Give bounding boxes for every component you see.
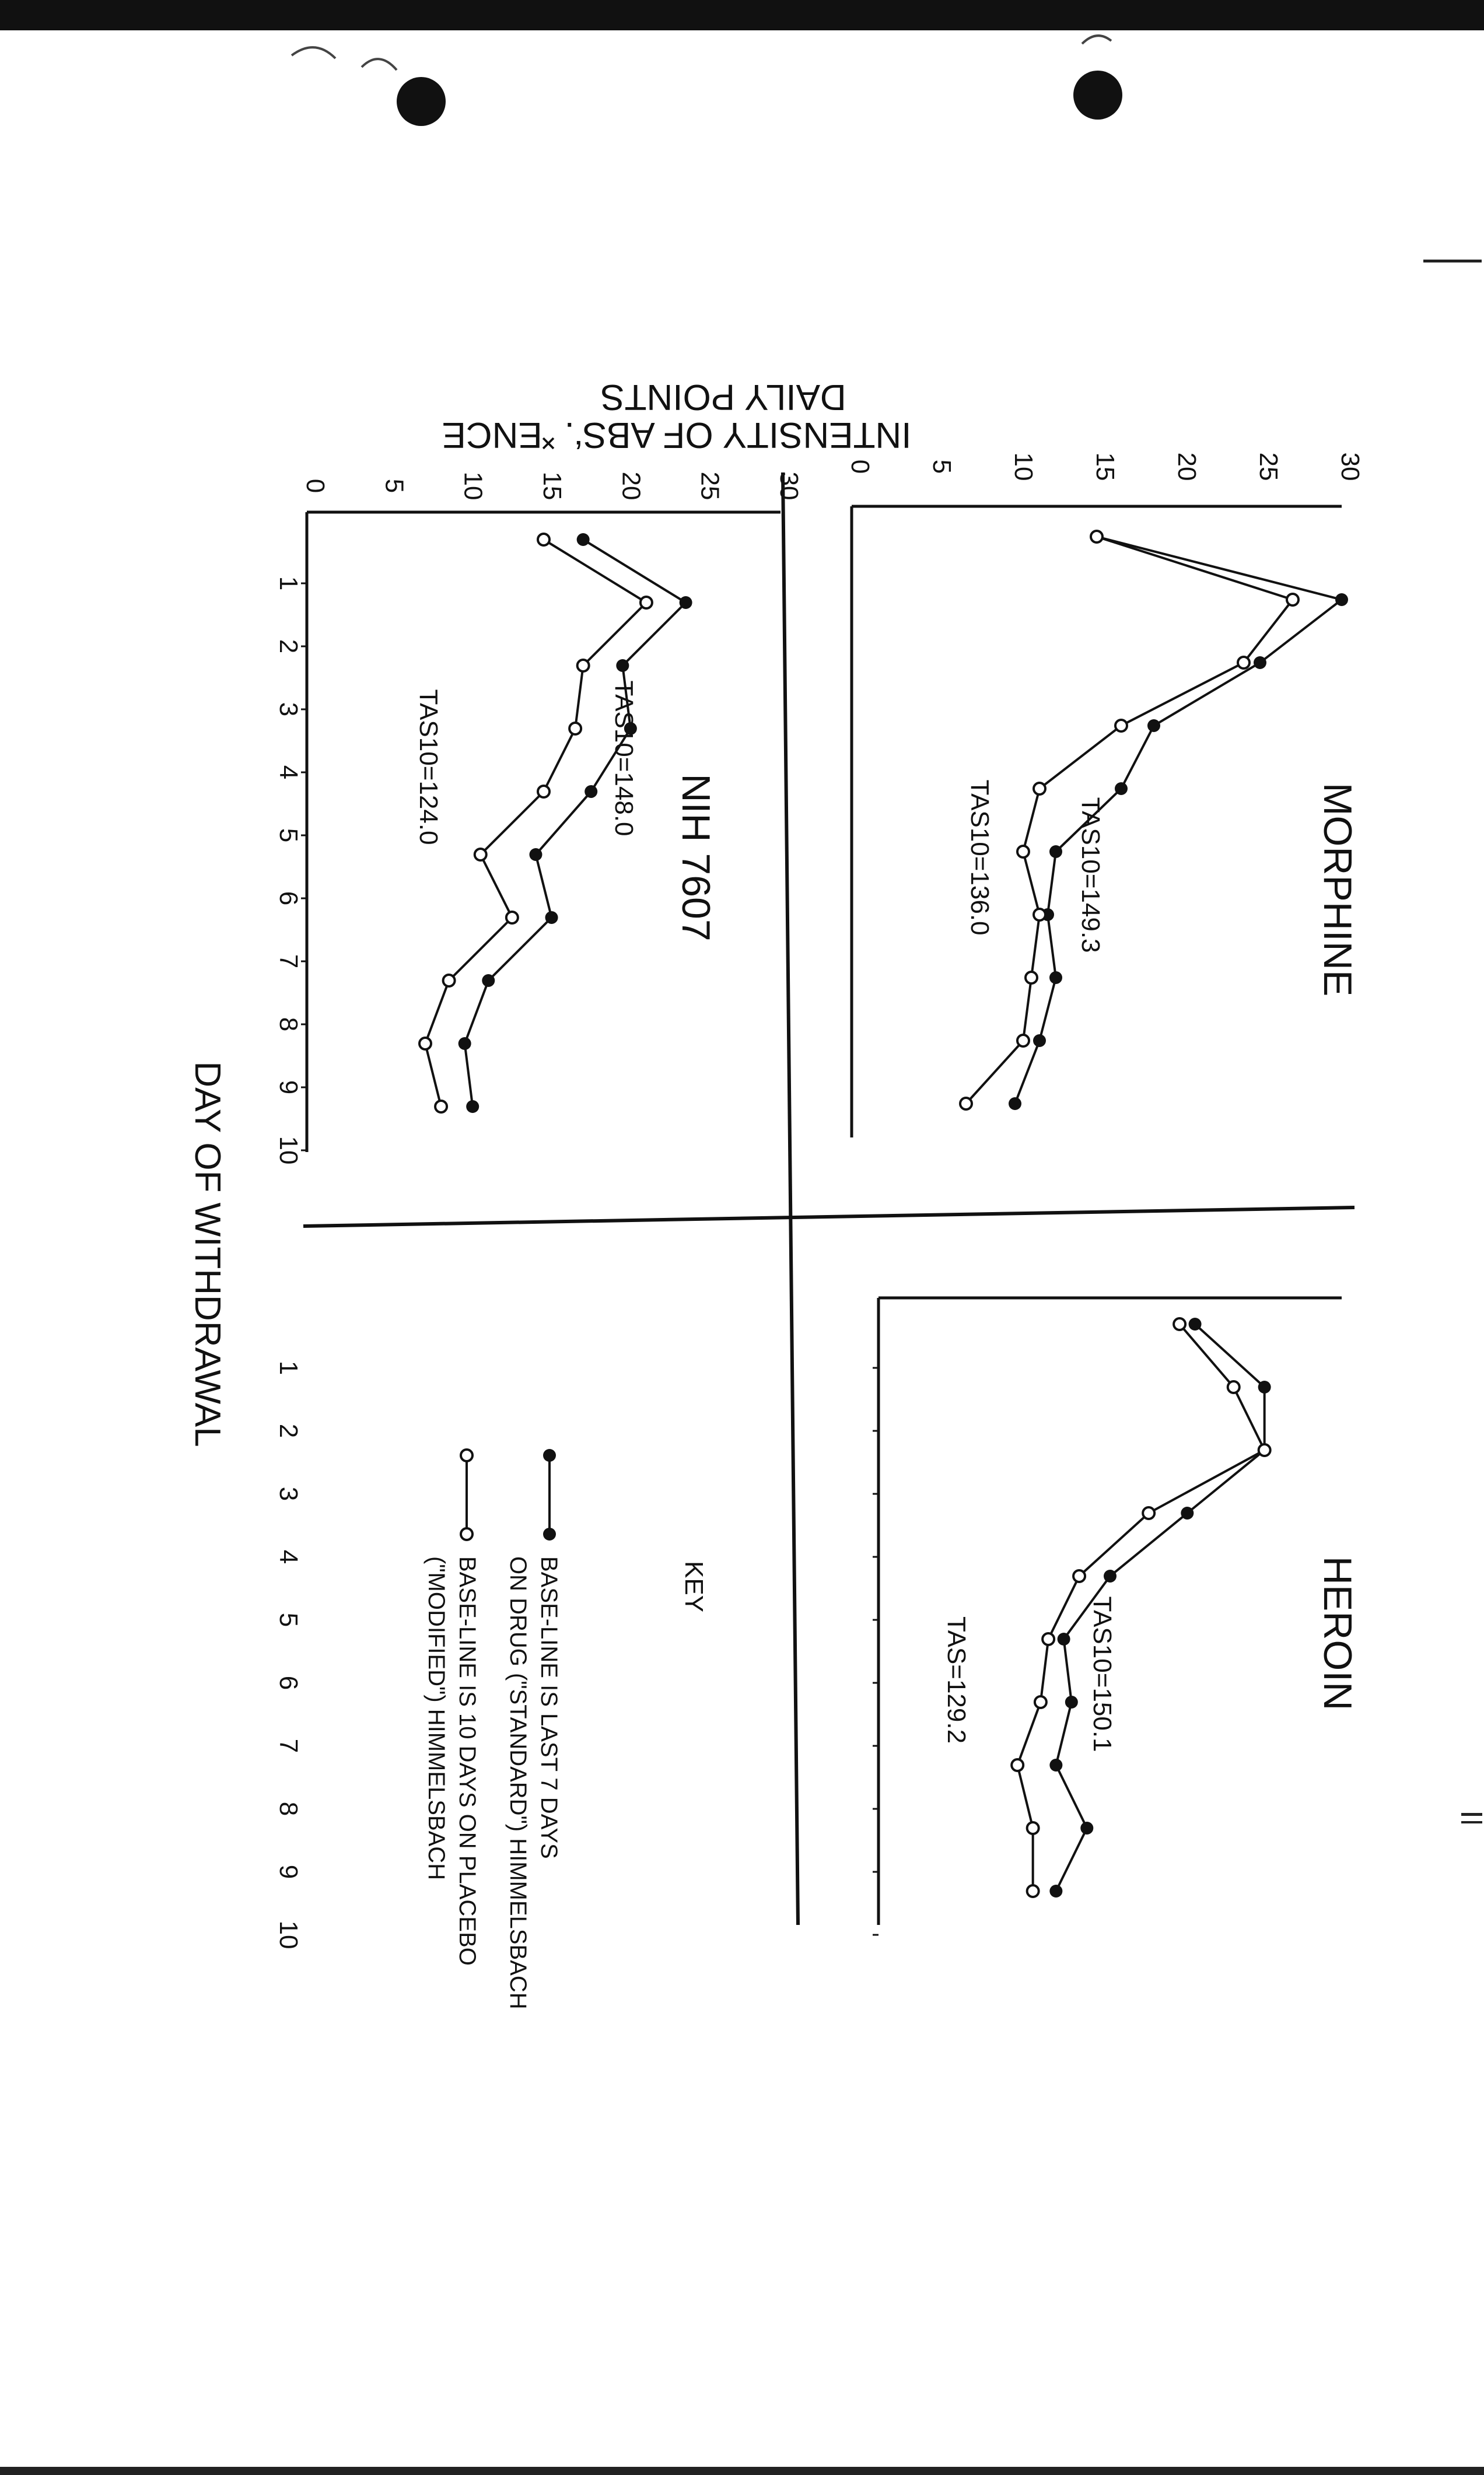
day-tick-label: 7 xyxy=(274,954,303,969)
series-line-filled xyxy=(1015,537,1342,1104)
day-tick-label: 1 xyxy=(274,1360,303,1375)
data-point-open xyxy=(1026,972,1037,983)
series-line-filled xyxy=(465,540,686,1107)
data-point-open xyxy=(1091,531,1102,542)
data-point-open xyxy=(1228,1381,1240,1393)
value-tick-label: 10 xyxy=(459,471,488,500)
key-item-filled xyxy=(505,1449,562,2010)
data-point-filled xyxy=(1049,845,1062,858)
data-point-filled xyxy=(1009,1097,1021,1110)
annotation-morphine-filled: TAS10=149.3 xyxy=(1076,797,1105,953)
data-point-filled xyxy=(616,659,629,672)
data-point-filled xyxy=(466,1100,479,1113)
curl-mark xyxy=(362,59,397,70)
data-point-open xyxy=(960,1098,972,1109)
data-point-filled xyxy=(1104,1570,1116,1583)
annotation-morphine-open: TAS10=136.0 xyxy=(965,779,994,936)
chart-title-line2: DAILY POINTS xyxy=(600,377,846,417)
day-tick-label: 3 xyxy=(274,702,303,717)
key-marker-filled xyxy=(543,1449,556,1462)
value-tick-label: 20 xyxy=(617,471,646,500)
annotation-nih-filled: TAS10=148.0 xyxy=(610,680,638,836)
value-tick-label: 0 xyxy=(301,478,330,493)
data-point-filled xyxy=(1335,593,1348,606)
data-point-filled xyxy=(1058,1633,1070,1646)
value-tick-label: 5 xyxy=(928,459,956,474)
day-tick-label: 9 xyxy=(274,1080,303,1095)
chart-title-line1: INTENSITY OF ABSʻ. ˟ENCE xyxy=(442,415,912,455)
data-point-filled xyxy=(1033,1034,1046,1047)
data-point-open xyxy=(1287,594,1298,605)
value-tick-label: 10 xyxy=(1009,452,1038,481)
data-point-open xyxy=(475,849,487,860)
annotation-nih-open: TAS10=124.0 xyxy=(414,689,443,845)
data-point-open xyxy=(1035,1696,1046,1708)
curl-mark xyxy=(1082,36,1111,44)
scan-bottom-border xyxy=(0,2467,1484,2475)
vertical-divider xyxy=(783,472,798,1925)
data-point-open xyxy=(1259,1444,1270,1456)
day-tick-label: 2 xyxy=(274,1423,303,1438)
value-tick-label: 25 xyxy=(695,471,724,500)
day-tick-label: 10 xyxy=(274,1920,303,1949)
key-item-open xyxy=(424,1450,480,1966)
key-title: KEY xyxy=(680,1560,708,1613)
data-point-filled xyxy=(577,533,590,546)
data-point-filled xyxy=(1065,1696,1078,1709)
data-point-open xyxy=(443,975,455,986)
data-point-filled xyxy=(529,848,542,861)
key-item2-line1: BASE-LINE IS 10 DAYS ON PLACEBO xyxy=(454,1556,480,1966)
value-tick-label: 15 xyxy=(538,471,566,500)
day-tick-label: 2 xyxy=(274,639,303,654)
data-point-open xyxy=(538,786,550,797)
day-tick-label: 1 xyxy=(274,576,303,591)
morphine-panel xyxy=(846,453,1364,1137)
data-point-open xyxy=(1042,1633,1054,1645)
annotation-heroin-open: TAS=129.2 xyxy=(942,1616,971,1744)
punch-hole-left xyxy=(397,77,446,126)
data-point-filled xyxy=(1049,1885,1062,1898)
panel-title-nih7607: NIH 7607 xyxy=(674,773,718,941)
panel-title-morphine: MORPHINE xyxy=(1315,782,1360,997)
data-point-open xyxy=(578,660,589,671)
value-tick-label: 30 xyxy=(775,471,803,500)
value-tick-label: 0 xyxy=(846,459,874,474)
data-point-open xyxy=(1034,783,1045,794)
scan-mark xyxy=(1461,1821,1482,1823)
key-item1-line1: BASE-LINE IS LAST 7 DAYS xyxy=(536,1556,562,1859)
horizontal-divider xyxy=(303,1207,1354,1226)
key-item1-line2: ON DRUG ("STANDARD") HIMMELSBACH xyxy=(505,1556,531,2010)
day-tick-label: 4 xyxy=(274,765,303,780)
value-tick-label: 30 xyxy=(1336,452,1364,481)
day-tick-label: 4 xyxy=(274,1549,303,1564)
data-point-open xyxy=(506,912,518,923)
data-point-open xyxy=(1027,1822,1039,1834)
data-point-filled xyxy=(1049,971,1062,984)
key-marker-open xyxy=(461,1528,473,1540)
scan-mark xyxy=(1423,260,1482,262)
data-point-open xyxy=(1073,1570,1085,1582)
nih7607-panel xyxy=(274,472,803,1165)
scan-mark xyxy=(1461,1813,1482,1816)
day-tick-label: 10 xyxy=(274,1136,303,1165)
day-tick-label: 6 xyxy=(274,891,303,906)
data-point-open xyxy=(435,1101,447,1112)
data-point-filled xyxy=(1115,782,1128,795)
day-tick-label: 5 xyxy=(274,828,303,843)
data-point-open xyxy=(419,1038,431,1049)
data-point-filled xyxy=(482,974,495,987)
panel-title-heroin: HEROIN xyxy=(1315,1556,1360,1711)
day-tick-label: 6 xyxy=(274,1675,303,1690)
x-axis-title: DAY OF WITHDRAWAL xyxy=(187,1061,228,1447)
value-tick-label: 20 xyxy=(1172,452,1201,481)
data-point-open xyxy=(569,723,581,734)
data-point-filled xyxy=(545,911,558,924)
data-point-open xyxy=(1143,1507,1154,1519)
value-tick-label: 15 xyxy=(1091,452,1119,481)
data-point-open xyxy=(538,534,550,545)
data-point-filled xyxy=(1258,1381,1271,1394)
data-point-open xyxy=(1034,909,1045,920)
data-point-open xyxy=(640,597,652,608)
data-point-filled xyxy=(1189,1318,1202,1331)
data-point-filled xyxy=(1147,719,1160,732)
punch-hole-right xyxy=(1073,71,1122,120)
curl-mark xyxy=(292,47,335,58)
day-tick-label: 7 xyxy=(274,1738,303,1753)
data-point-filled xyxy=(680,596,692,609)
series-line-open xyxy=(1017,1324,1264,1891)
data-point-open xyxy=(1115,720,1127,731)
data-point-filled xyxy=(1181,1507,1194,1520)
data-point-open xyxy=(1174,1318,1185,1330)
data-point-filled xyxy=(1254,656,1266,669)
data-point-open xyxy=(1027,1885,1039,1897)
day-tick-label: 5 xyxy=(274,1612,303,1627)
day-tick-label: 9 xyxy=(274,1864,303,1879)
series-line-open xyxy=(966,537,1293,1104)
data-point-filled xyxy=(584,785,597,798)
data-point-filled xyxy=(459,1037,471,1050)
value-tick-label: 25 xyxy=(1254,452,1283,481)
annotation-heroin-filled: TAS10=150.1 xyxy=(1088,1596,1116,1752)
day-tick-label: 3 xyxy=(274,1486,303,1501)
series-line-filled xyxy=(1056,1324,1264,1891)
data-point-filled xyxy=(1049,1759,1062,1772)
value-tick-label: 5 xyxy=(380,478,409,493)
data-point-open xyxy=(1238,657,1250,668)
data-point-open xyxy=(1012,1759,1023,1771)
data-point-open xyxy=(1017,1035,1029,1046)
key-marker-open xyxy=(461,1450,473,1461)
day-tick-label: 8 xyxy=(274,1801,303,1816)
day-tick-label: 8 xyxy=(274,1017,303,1032)
data-point-open xyxy=(1017,846,1029,857)
key-item2-line2: ("MODIFIED") HIMMELSBACH xyxy=(424,1556,449,1881)
data-point-filled xyxy=(1080,1822,1093,1835)
key-marker-filled xyxy=(543,1528,556,1541)
